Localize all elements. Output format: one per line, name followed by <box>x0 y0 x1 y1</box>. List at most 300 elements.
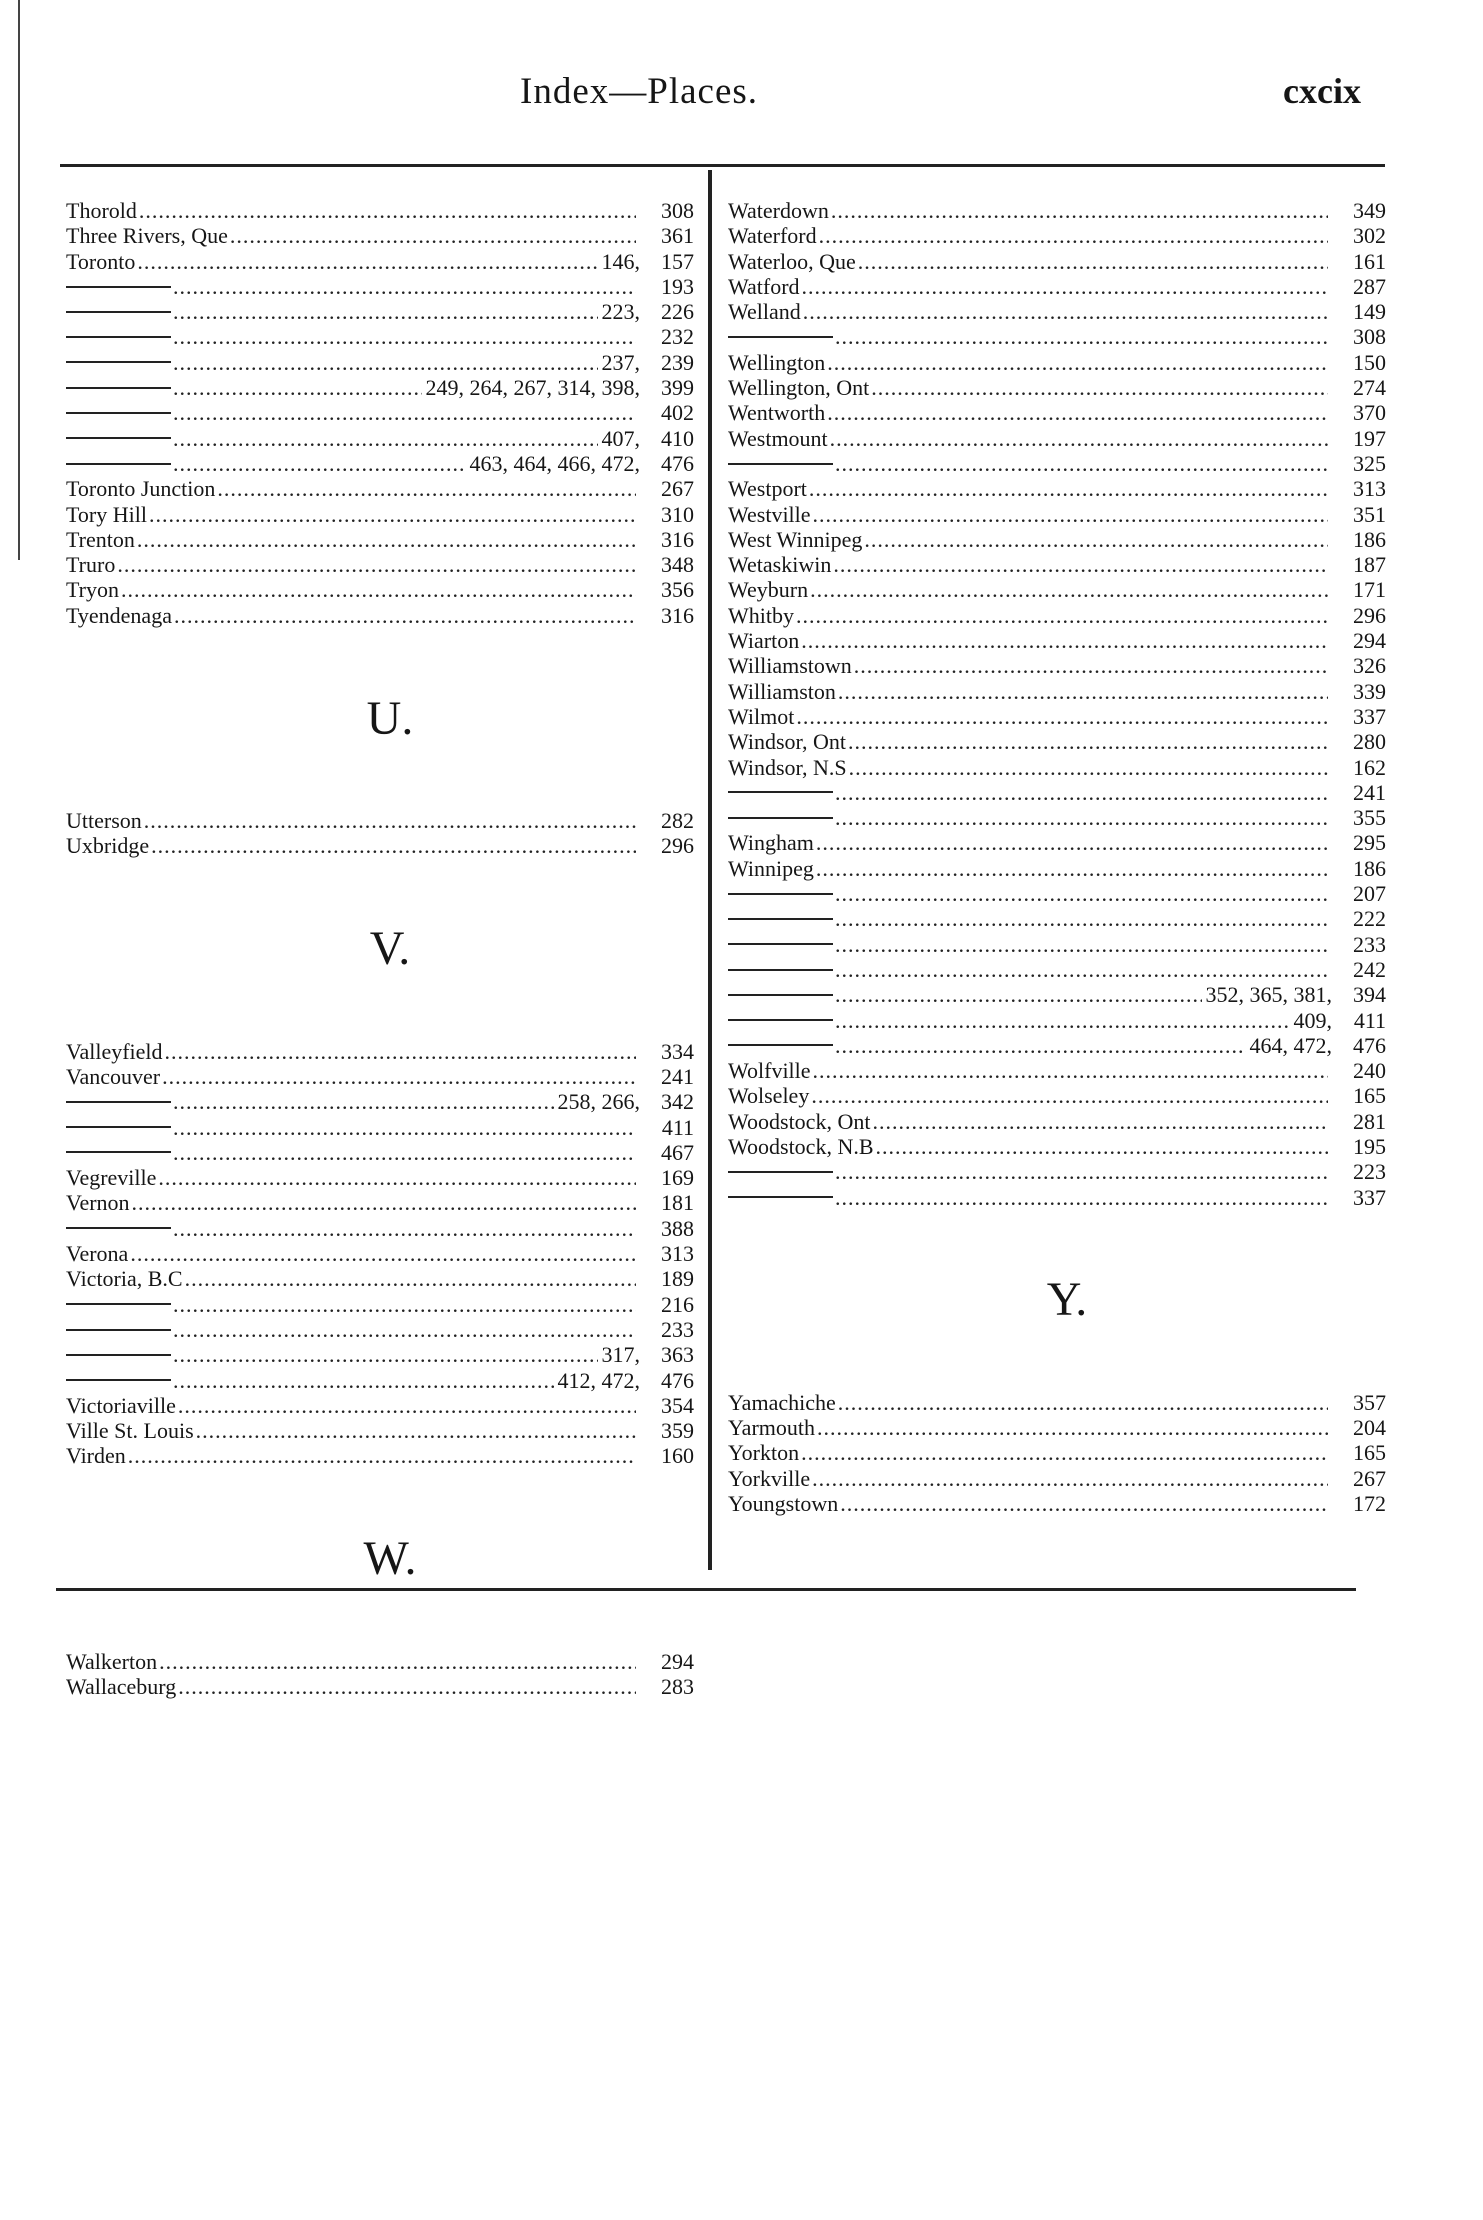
page-reference-final: 410 <box>661 425 694 451</box>
dot-leader <box>144 808 636 833</box>
page-reference-final: 189 <box>661 1266 694 1292</box>
index-column-right <box>728 198 1386 1516</box>
index-continuation <box>66 375 694 400</box>
index-entry <box>728 1466 1386 1491</box>
place-name: Welland <box>728 299 801 325</box>
page-reference-final: 294 <box>1353 628 1386 654</box>
place-name: Valleyfield <box>66 1038 163 1064</box>
dot-leader <box>149 502 636 527</box>
dot-leader <box>137 249 597 274</box>
dot-leader <box>173 1292 636 1317</box>
place-name: Williamston <box>728 678 836 704</box>
page-reference-final: 370 <box>1353 400 1386 426</box>
dot-leader <box>803 299 1328 324</box>
index-entry <box>728 679 1386 704</box>
index-continuation <box>728 1033 1386 1058</box>
index-entry <box>66 1393 694 1418</box>
ditto-dash <box>728 1044 833 1046</box>
index-entry <box>66 1649 694 1674</box>
page-reference-final: 226 <box>661 299 694 325</box>
page-reference-final: 351 <box>1353 501 1386 527</box>
index-continuation <box>66 451 694 476</box>
dot-leader <box>173 1317 636 1342</box>
place-name: Toronto Junction <box>66 476 216 502</box>
page-reference-final: 204 <box>1353 1415 1386 1441</box>
dot-leader <box>835 451 1328 476</box>
index-entry <box>728 1440 1386 1465</box>
place-name: Whitby <box>728 602 794 628</box>
page-reference-final: 354 <box>661 1392 694 1418</box>
ditto-dash <box>66 1329 171 1331</box>
index-continuation <box>728 881 1386 906</box>
dot-leader <box>817 1415 1328 1440</box>
place-name: Toronto <box>66 248 136 274</box>
index-entry <box>66 1241 694 1266</box>
place-name: Wingham <box>728 830 814 856</box>
place-name: Wolfville <box>728 1058 811 1084</box>
place-name: Trenton <box>66 526 135 552</box>
section-letter: U. <box>366 691 414 745</box>
dot-leader <box>830 426 1328 451</box>
index-entry <box>728 223 1386 248</box>
page-reference-final: 402 <box>661 400 694 426</box>
index-continuation <box>728 1185 1386 1210</box>
index-continuation <box>66 426 694 451</box>
place-name: Westville <box>728 501 811 527</box>
dot-leader <box>130 1241 636 1266</box>
dot-leader <box>835 932 1328 957</box>
dot-leader <box>816 830 1328 855</box>
page-reference-final: 287 <box>1353 273 1386 299</box>
place-name: Windsor, Ont <box>728 729 847 755</box>
place-name: Walkerton <box>66 1648 158 1674</box>
section-letter: Y. <box>1046 1273 1088 1327</box>
dot-leader <box>827 350 1328 375</box>
index-entry <box>66 833 694 858</box>
index-continuation <box>728 906 1386 931</box>
dot-leader <box>178 1674 636 1699</box>
page-reference-final: 316 <box>661 602 694 628</box>
index-entry <box>66 1266 694 1291</box>
index-continuation <box>66 1115 694 1140</box>
place-name: Virden <box>66 1443 126 1469</box>
index-entry <box>66 1064 694 1089</box>
index-continuation <box>66 1317 694 1342</box>
page-reference-final: 233 <box>1353 931 1386 957</box>
dot-leader <box>174 603 636 628</box>
page-reference-final: 467 <box>661 1139 694 1165</box>
index-entry <box>66 808 694 833</box>
index-entry <box>728 1134 1386 1159</box>
header-rule <box>60 164 1385 167</box>
index-entry <box>728 274 1386 299</box>
dot-leader <box>173 299 598 324</box>
page-reference-final: 186 <box>1353 526 1386 552</box>
place-name: Wilmot <box>728 703 795 729</box>
index-entry <box>66 552 694 577</box>
index-entry <box>728 704 1386 729</box>
dot-leader <box>151 833 636 858</box>
dot-leader <box>801 628 1328 653</box>
dot-leader <box>835 982 1202 1007</box>
index-entry <box>66 476 694 501</box>
page-reference-final: 157 <box>661 248 694 274</box>
index-continuation <box>728 1159 1386 1184</box>
index-entry <box>66 1443 694 1468</box>
index-entry <box>728 830 1386 855</box>
dot-leader <box>173 1368 554 1393</box>
page-reference-final: 334 <box>661 1038 694 1064</box>
dot-leader <box>835 780 1328 805</box>
page-reference-final: 222 <box>1353 906 1386 932</box>
index-entry <box>728 476 1386 501</box>
index-entry <box>728 1390 1386 1415</box>
page-reference-final: 186 <box>1353 855 1386 881</box>
dot-leader <box>838 679 1328 704</box>
index-entry <box>728 502 1386 527</box>
index-continuation <box>728 324 1386 349</box>
dot-leader <box>811 1083 1328 1108</box>
page-reference-final: 267 <box>661 476 694 502</box>
index-continuation <box>66 1089 694 1114</box>
place-name: Tory Hill <box>66 501 147 527</box>
place-name: Ville St. Louis <box>66 1418 194 1444</box>
dot-leader <box>173 426 598 451</box>
place-name: Winnipeg <box>728 855 814 881</box>
index-entry <box>728 603 1386 628</box>
page-reference-final: 308 <box>1353 324 1386 350</box>
place-name: Waterdown <box>728 198 829 223</box>
page-number: cxcix <box>1283 71 1361 111</box>
page-reference-final: 161 <box>1353 248 1386 274</box>
dot-leader <box>809 476 1328 501</box>
index-entry <box>66 223 694 248</box>
page-references: 146, <box>601 248 640 274</box>
ditto-dash <box>66 437 171 439</box>
column-divider <box>708 170 712 1570</box>
page-references: 407, <box>601 425 640 451</box>
page-reference-final: 165 <box>1353 1440 1386 1466</box>
dot-leader <box>117 552 636 577</box>
dot-leader <box>173 324 636 349</box>
page-references: 409, <box>1293 1007 1332 1033</box>
page-reference-final: 232 <box>661 324 694 350</box>
index-entry <box>728 375 1386 400</box>
index-entry <box>66 249 694 274</box>
dot-leader <box>162 1064 636 1089</box>
index-entry <box>66 502 694 527</box>
dot-leader <box>840 1491 1328 1516</box>
page-reference-final: 296 <box>1353 602 1386 628</box>
footer-rule <box>56 1588 1356 1591</box>
page-reference-final: 310 <box>661 501 694 527</box>
page-reference-final: 207 <box>1353 881 1386 907</box>
ditto-dash <box>728 817 833 819</box>
page-reference-final: 294 <box>661 1648 694 1674</box>
page-reference-final: 149 <box>1353 299 1386 325</box>
place-name: Waterford <box>728 223 817 249</box>
page-references: 464, 472, <box>1249 1032 1332 1058</box>
index-entry <box>728 527 1386 552</box>
index-entry <box>728 1415 1386 1440</box>
page-reference-final: 302 <box>1353 223 1386 249</box>
page-references: 258, 266, <box>557 1089 640 1115</box>
page-reference-final: 181 <box>661 1190 694 1216</box>
page-reference-final: 283 <box>661 1673 694 1699</box>
index-continuation <box>66 1216 694 1241</box>
dot-leader <box>173 1115 636 1140</box>
section-letter: W. <box>363 1532 417 1586</box>
page-reference-final: 388 <box>661 1215 694 1241</box>
dot-leader <box>173 1216 636 1241</box>
dot-leader <box>159 1649 636 1674</box>
dot-leader <box>165 1039 636 1064</box>
page-title: Index—Places. <box>520 71 759 112</box>
index-continuation <box>66 1140 694 1165</box>
ditto-dash <box>66 387 171 389</box>
ditto-dash <box>66 463 171 465</box>
ditto-dash <box>728 1019 833 1021</box>
dot-leader <box>173 1140 636 1165</box>
dot-leader <box>858 249 1328 274</box>
index-continuation <box>66 1368 694 1393</box>
page-references: 317, <box>601 1342 640 1368</box>
index-continuation <box>66 299 694 324</box>
index-entry <box>728 628 1386 653</box>
page-reference-final: 476 <box>661 450 694 476</box>
dot-leader <box>173 350 598 375</box>
ditto-dash <box>66 1101 171 1103</box>
page-reference-final: 359 <box>661 1418 694 1444</box>
place-name: Yorkton <box>728 1440 800 1466</box>
page-reference-final: 363 <box>661 1342 694 1368</box>
ditto-dash <box>66 412 171 414</box>
dot-leader <box>831 198 1328 223</box>
dot-leader <box>801 1440 1328 1465</box>
index-entry <box>66 1418 694 1443</box>
dot-leader <box>813 1058 1328 1083</box>
dot-leader <box>173 274 636 299</box>
page-reference-final: 337 <box>1353 703 1386 729</box>
index-continuation <box>728 932 1386 957</box>
page-reference-final: 296 <box>661 833 694 859</box>
page-reference-final: 399 <box>661 375 694 401</box>
ditto-dash <box>66 361 171 363</box>
page-references: 463, 464, 466, 472, <box>469 450 640 476</box>
index-entry <box>728 198 1386 223</box>
page-reference-final: 295 <box>1353 830 1386 856</box>
place-name: Vancouver <box>66 1063 161 1089</box>
dot-leader <box>158 1165 636 1190</box>
place-name: Watford <box>728 273 800 299</box>
page-reference-final: 239 <box>661 349 694 375</box>
place-name: Tryon <box>66 577 119 603</box>
ditto-dash <box>728 994 833 996</box>
dot-leader <box>796 704 1328 729</box>
dot-leader <box>137 527 636 552</box>
index-entry <box>728 400 1386 425</box>
place-name: Victoriaville <box>66 1392 176 1418</box>
index-entry <box>66 198 694 223</box>
place-name: Yamachiche <box>728 1389 836 1415</box>
page-references: 249, 264, 267, 314, 398, <box>425 375 640 401</box>
page-reference-final: 187 <box>1353 552 1386 578</box>
index-entry <box>66 527 694 552</box>
place-name: Thorold <box>66 198 137 223</box>
dot-leader <box>217 476 636 501</box>
page-reference-final: 240 <box>1353 1058 1386 1084</box>
dot-leader <box>810 577 1328 602</box>
page-references: 223, <box>601 299 640 325</box>
place-name: Youngstown <box>728 1491 839 1517</box>
page-references: 352, 365, 381, <box>1205 982 1332 1008</box>
dot-leader <box>173 451 466 476</box>
page-reference-final: 325 <box>1353 450 1386 476</box>
page-reference-final: 313 <box>1353 476 1386 502</box>
place-name: Westmount <box>728 425 828 451</box>
place-name: Waterloo, Que <box>728 248 856 274</box>
page-reference-final: 281 <box>1353 1108 1386 1134</box>
page-reference-final: 355 <box>1353 805 1386 831</box>
ditto-dash <box>66 336 171 338</box>
index-entry <box>728 856 1386 881</box>
index-entry <box>728 755 1386 780</box>
index-entry <box>728 1491 1386 1516</box>
index-entry <box>728 249 1386 274</box>
place-name: Williamstown <box>728 653 852 679</box>
page-reference-final: 411 <box>1353 1007 1386 1033</box>
place-name: Victoria, B.C <box>66 1266 183 1292</box>
dot-leader <box>816 856 1328 881</box>
dot-leader <box>854 653 1328 678</box>
ditto-dash <box>66 1126 171 1128</box>
place-name: Wetaskiwin <box>728 552 832 578</box>
dot-leader <box>196 1418 636 1443</box>
index-entry <box>728 552 1386 577</box>
dot-leader <box>835 1185 1328 1210</box>
place-name: Uxbridge <box>66 833 150 859</box>
dot-leader <box>132 1190 636 1215</box>
ditto-dash <box>728 918 833 920</box>
page-reference-final: 394 <box>1353 982 1386 1008</box>
page-reference-final: 326 <box>1353 653 1386 679</box>
page-reference-final: 339 <box>1353 678 1386 704</box>
ditto-dash <box>728 463 833 465</box>
page-references: 412, 472, <box>557 1367 640 1393</box>
index-entry <box>728 729 1386 754</box>
page-reference-final: 233 <box>661 1316 694 1342</box>
page-reference-final: 172 <box>1353 1491 1386 1517</box>
index-continuation <box>728 805 1386 830</box>
dot-leader <box>173 1342 598 1367</box>
index-entry <box>66 1190 694 1215</box>
dot-leader <box>835 906 1328 931</box>
dot-leader <box>871 375 1328 400</box>
page-reference-final: 308 <box>661 198 694 223</box>
page-reference-final: 160 <box>661 1443 694 1469</box>
place-name: Wolseley <box>728 1083 810 1109</box>
page-reference-final: 241 <box>1353 779 1386 805</box>
index-entry <box>728 299 1386 324</box>
dot-leader <box>827 400 1328 425</box>
dot-leader <box>812 1466 1328 1491</box>
dot-leader <box>819 223 1328 248</box>
dot-leader <box>178 1393 636 1418</box>
ditto-dash <box>66 1151 171 1153</box>
page-reference-final: 223 <box>1353 1159 1386 1185</box>
place-name: West Winnipeg <box>728 526 863 552</box>
place-name: Yorkville <box>728 1465 811 1491</box>
page-reference-final: 337 <box>1353 1184 1386 1210</box>
dot-leader <box>173 1089 554 1114</box>
ditto-dash <box>728 969 833 971</box>
page-reference-final: 216 <box>661 1291 694 1317</box>
index-entry <box>66 1674 694 1699</box>
index-continuation <box>728 780 1386 805</box>
place-name: Vernon <box>66 1190 130 1216</box>
page-reference-final: 342 <box>661 1089 694 1115</box>
place-name: Yarmouth <box>728 1415 816 1441</box>
page-reference-final: 267 <box>1353 1465 1386 1491</box>
ditto-dash <box>728 336 833 338</box>
place-name: Wentworth <box>728 400 826 426</box>
ditto-dash <box>66 1379 171 1381</box>
dot-leader <box>833 552 1328 577</box>
index-continuation <box>66 1292 694 1317</box>
dot-leader <box>173 400 636 425</box>
dot-leader <box>121 577 636 602</box>
dot-leader <box>872 1109 1328 1134</box>
ditto-dash <box>66 311 171 313</box>
page-reference-final: 193 <box>661 273 694 299</box>
ditto-dash <box>66 1354 171 1356</box>
index-continuation <box>728 957 1386 982</box>
dot-leader <box>849 755 1328 780</box>
page-reference-final: 195 <box>1353 1133 1386 1159</box>
index-continuation <box>66 274 694 299</box>
index-entry <box>728 350 1386 375</box>
section-letter: V. <box>369 922 411 976</box>
place-name: Verona <box>66 1241 129 1267</box>
page-reference-final: 169 <box>661 1165 694 1191</box>
dot-leader <box>838 1390 1328 1415</box>
place-name: Utterson <box>66 808 142 834</box>
place-name: Wellington, Ont <box>728 375 870 401</box>
index-continuation <box>66 400 694 425</box>
index-continuation <box>66 350 694 375</box>
dot-leader <box>835 805 1328 830</box>
dot-leader <box>835 1033 1246 1058</box>
dot-leader <box>864 527 1328 552</box>
page-reference-final: 356 <box>661 577 694 603</box>
dot-leader <box>173 375 422 400</box>
page-reference-final: 242 <box>1353 956 1386 982</box>
place-name: Vegreville <box>66 1165 157 1191</box>
ditto-dash <box>728 791 833 793</box>
index-entry <box>728 1083 1386 1108</box>
page-reference-final: 171 <box>1353 577 1386 603</box>
page-reference-final: 357 <box>1353 1389 1386 1415</box>
index-continuation <box>728 451 1386 476</box>
place-name: Tyendenaga <box>66 602 172 628</box>
dot-leader <box>128 1443 636 1468</box>
index-entry <box>66 1165 694 1190</box>
page-reference-final: 476 <box>1353 1032 1386 1058</box>
dot-leader <box>835 324 1328 349</box>
index-entry <box>728 1109 1386 1134</box>
place-name: Weyburn <box>728 577 809 603</box>
page-reference-final: 313 <box>661 1241 694 1267</box>
